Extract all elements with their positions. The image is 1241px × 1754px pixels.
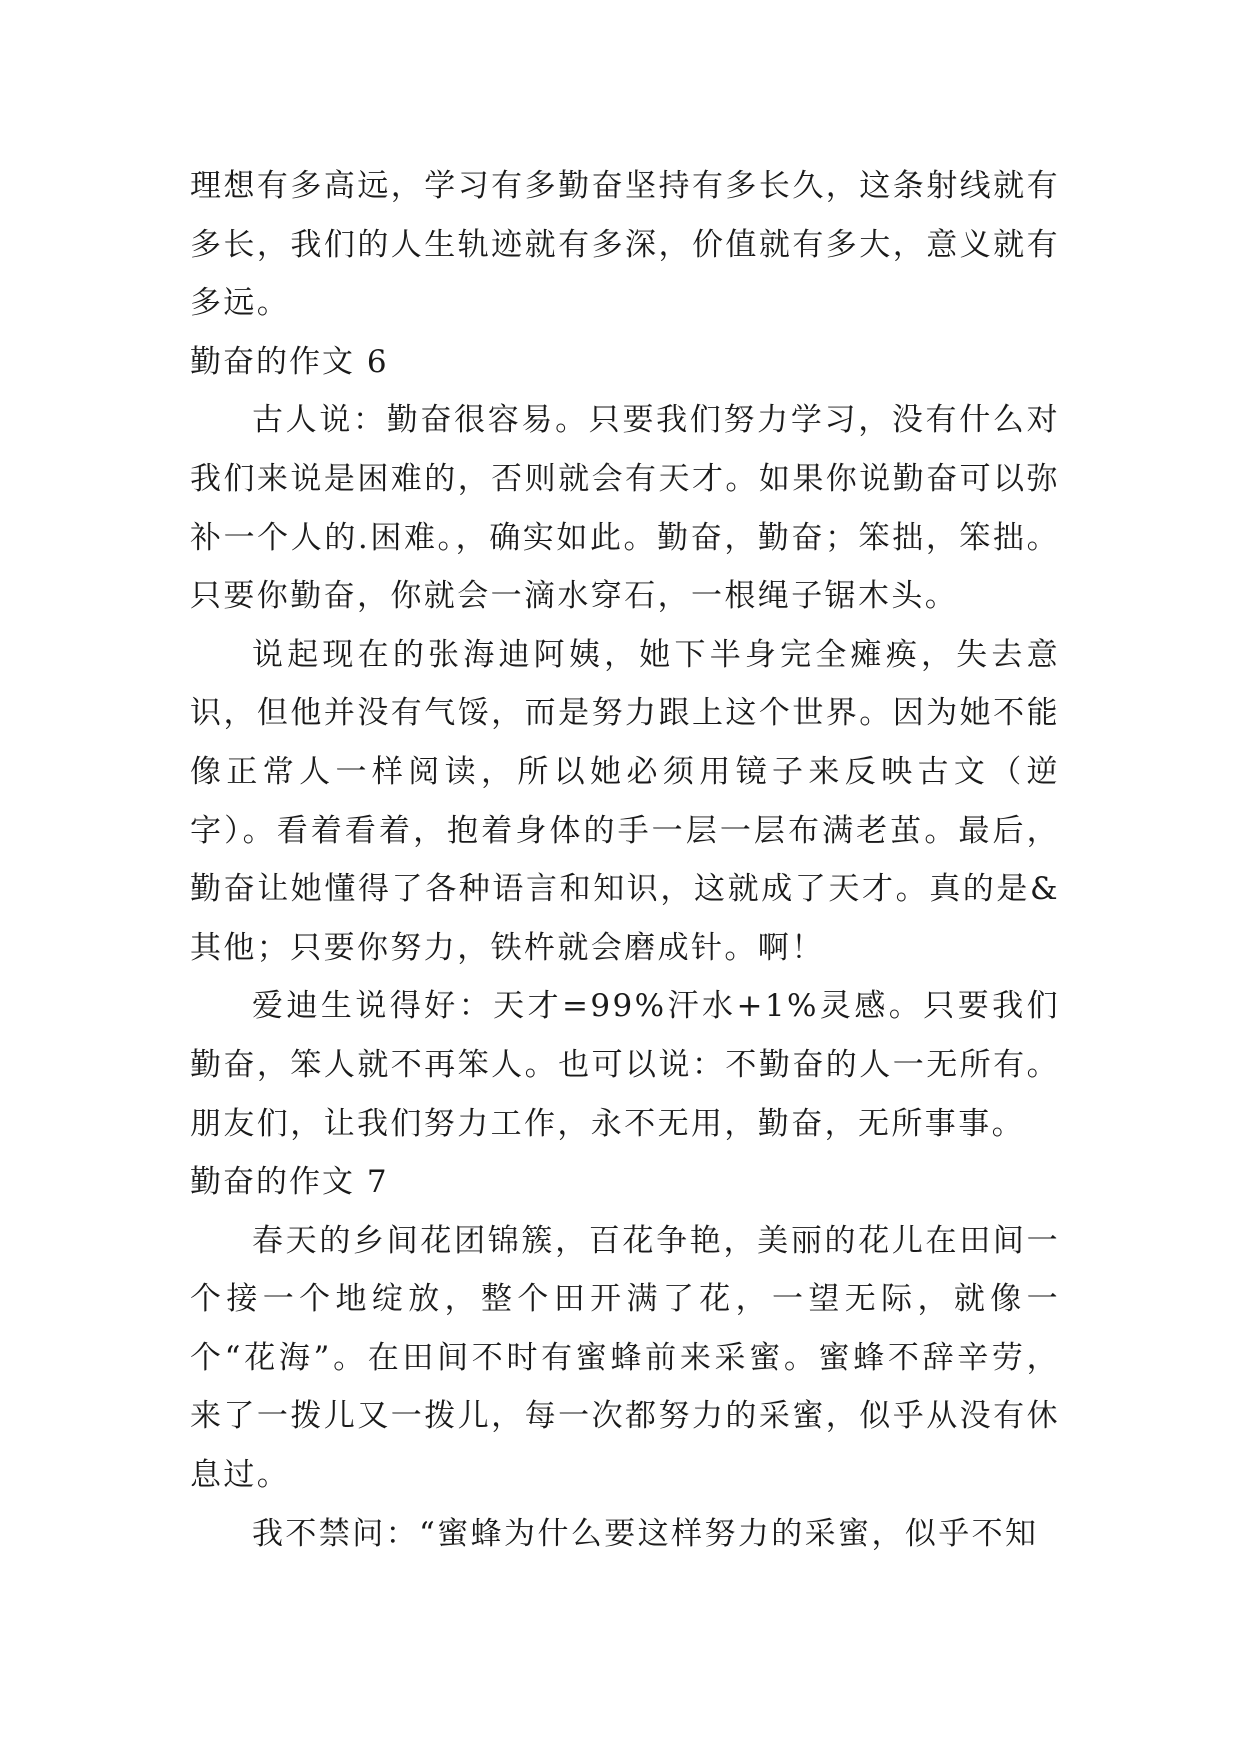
section-heading-6: 勤奋的作文 6 [190,343,389,380]
section-heading-7: 勤奋的作文 7 [190,1164,389,1201]
document-body [190,157,1060,1563]
paragraph-6: 我不禁问：“蜜蜂为什么要这样努力的采蜜，似乎不知 [252,1515,1039,1552]
paragraph-4: 爱迪生说得好：天才=99%汗水+1%灵感。只要我们勤奋，笨人就不再笨人。也可以说：不勤奋的人一无所有。朋友们，让我们努力工作，永不无用，勤奋，无所事事。 [190,988,1060,1142]
paragraph-1: 理想有多高远，学习有多勤奋坚持有多长久，这条射线就有多长，我们的人生轨迹就有多深，价值就有多大，意义就有多远。 [190,168,1060,322]
paragraph-5: 春天的乡间花团锦簇，百花争艳，美丽的花儿在田间一个接一个地绽放，整个田开满了花，一望无际，就像一个“花海”。在田间不时有蜜蜂前来采蜜。蜜蜂不辞辛劳，来了一拨儿又一拨儿，每一次都努力的采蜜，似乎从没有休息过。 [190,1222,1060,1494]
paragraph-2: 古人说：勤奋很容易。只要我们努力学习，没有什么对我们来说是困难的，否则就会有天才。如果你说勤奋可以弥补一个人的.困难。，确实如此。勤奋，勤奋；笨拙，笨拙。只要你勤奋，你就会一滴水穿石，一根绳子锯木头。 [190,402,1060,615]
paragraph-3: 说起现在的张海迪阿姨，她下半身完全瘫痪，失去意识，但他并没有气馁，而是努力跟上这个世界。因为她不能像正常人一样阅读，所以她必须用镜子来反映古文（逆字）。看着看着，抱着身体的手一层一层布满老茧。最后，勤奋让她懂得了各种语言和知识，这就成了天才。真的是&其他；只要你努力，铁杵就会磨成针。啊！ [190,636,1060,966]
